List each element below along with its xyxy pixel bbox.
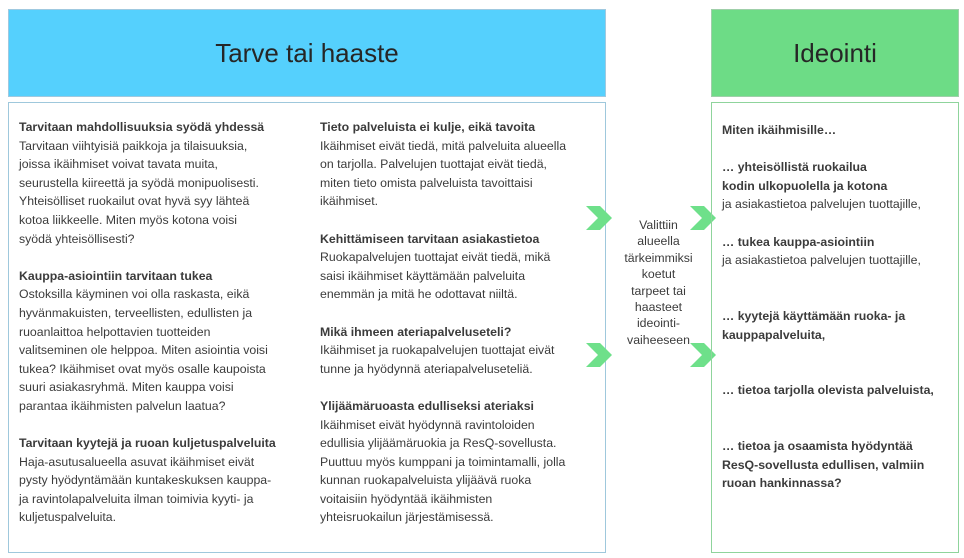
- ideation-item-bold: … tukea kauppa-asiointiin: [722, 234, 875, 249]
- need-line: saisi ikäihmiset käyttämään palveluita: [320, 268, 526, 283]
- selection-note-line: alueella: [637, 234, 680, 249]
- ideation-item: [722, 233, 957, 270]
- header-ideointi: [711, 9, 959, 97]
- need-line: ikäihmiset.: [320, 194, 379, 209]
- ideation-item: [722, 381, 957, 400]
- need-line: Ruokapalvelujen tuottajat eivät tiedä, mikä: [320, 250, 551, 265]
- selection-note-line: ideointi-: [636, 316, 681, 331]
- need-line: suuri asiakasryhmä. Miten kauppa voisi: [19, 380, 234, 395]
- need-section: [320, 323, 600, 379]
- need-title: Tarvitaan kyytejä ja ruoan kuljetuspalveluita: [19, 436, 276, 451]
- need-line: Tarvitaan viihtyisiä paikkoja ja tilaisuuksia,: [19, 138, 248, 153]
- ideation-item-bold: … yhteisöllistä ruokailua: [722, 160, 867, 175]
- ideation-item: [722, 437, 957, 493]
- ideation-panel: [711, 102, 959, 553]
- selection-note-line: vaiheeseen: [627, 332, 690, 347]
- need-line: yhteisruokailun järjestämisessä.: [320, 510, 494, 525]
- selection-note-line: tarpeet tai: [631, 283, 686, 298]
- ideation-item-note: ja asiakastietoa palvelujen tuottajille,: [722, 197, 921, 212]
- need-section: [320, 230, 600, 304]
- need-title: Mikä ihmeen ateriapalveluseteli?: [320, 324, 512, 339]
- need-section: [19, 434, 307, 527]
- ideation-item-bold: kauppapalveluita,: [722, 327, 826, 342]
- ideation-item-bold: … tietoa tarjolla olevista palveluista,: [722, 383, 934, 398]
- ideation-item-bold: … kyytejä käyttämään ruoka- ja: [722, 308, 906, 323]
- need-line: tunne ja hyödynnä ateriapalveluseteliä.: [320, 361, 533, 376]
- need-line: voitaisiin hyödyntää ikäihmisten: [320, 491, 493, 506]
- ideation-item-bold: ruoan hankinnassa?: [722, 476, 842, 491]
- need-line: edullisia ylijäämäruokia ja ResQ-sovellusta.: [320, 436, 557, 451]
- ideation-item-bold: ResQ-sovellusta edullisen, valmiin: [722, 457, 925, 472]
- need-line: Ikäihmiset ja ruokapalvelujen tuottajat eivät: [320, 343, 555, 358]
- need-line: syödä yhteisöllisesti?: [19, 231, 135, 246]
- need-line: Ikäihmiset eivät hyödynnä ravintoloiden: [320, 417, 535, 432]
- need-line: ruoanlaittoa helpottavien tuotteiden: [19, 324, 211, 339]
- header-right-title: Ideointi: [793, 37, 877, 68]
- header-left-title: Tarve tai haaste: [215, 37, 399, 68]
- ideation-item-note: ja asiakastietoa palvelujen tuottajille,: [722, 253, 921, 268]
- need-title: Kauppa-asiointiin tarvitaan tukea: [19, 268, 213, 283]
- need-title: Tieto palveluista ei kulje, eikä tavoita: [320, 120, 536, 134]
- selection-note-line: tärkeimmiksi: [624, 250, 693, 265]
- selection-note-line: koetut: [641, 267, 676, 282]
- need-line: parantaa ikäihmisten palvelun laatua?: [19, 398, 226, 413]
- need-line: hyvänmakuisten, terveellisten, edullisten ja: [19, 305, 253, 320]
- ideation-item-bold: … tietoa ja osaamista hyödyntää: [722, 439, 913, 454]
- need-line: tukea? Ikäihmiset ovat myös osalle kaupoista: [19, 361, 266, 376]
- ideation-item-bold: kodin ulkopuolella ja kotona: [722, 178, 888, 193]
- need-line: Yhteisölliset ruokailut ovat hyvä syy lähteä: [19, 194, 250, 209]
- need-line: kunnan ruokapalveluista ylijäävä ruoka: [320, 473, 532, 488]
- ideation-column: [722, 121, 957, 493]
- need-line: Puuttuu myös kumppani ja toimintamalli, jolla: [320, 454, 566, 469]
- need-line: valitseminen ole helppoa. Miten asiointia voisi: [19, 343, 268, 358]
- needs-column-1: [19, 118, 307, 527]
- need-title: Tarvitaan mahdollisuuksia syödä yhdessä: [19, 120, 265, 134]
- chevron-right-icon: [586, 343, 612, 367]
- chevron-right-icon: [586, 206, 612, 230]
- need-line: pysty hyödyntämään kuntakeskuksen kauppa-: [19, 473, 272, 488]
- needs-panel: [8, 102, 606, 553]
- header-tarve-tai-haaste: [8, 9, 606, 97]
- need-line: Ostoksilla käyminen voi olla raskasta, eikä: [19, 287, 250, 302]
- need-title: Ylijäämäruoasta edulliseksi ateriaksi: [320, 398, 534, 413]
- need-line: enemmän ja mitä he odottavat niiltä.: [320, 287, 518, 302]
- need-line: ja ravintolapalveluita ilman toimivia kyyti- ja: [19, 491, 254, 506]
- need-line: kuljetuspalveluita.: [19, 510, 117, 525]
- need-section: [320, 397, 600, 527]
- need-line: kotoa liikkeelle. Miten myös kotona voisi: [19, 212, 238, 227]
- need-section: [19, 118, 307, 248]
- need-section: [320, 118, 600, 211]
- need-line: joissa ikäihmiset voivat tavata muita,: [19, 157, 218, 172]
- need-section: [19, 267, 307, 416]
- ideation-item: [722, 158, 957, 214]
- ideation-intro: Miten ikäihmisille…: [722, 123, 837, 137]
- need-line: on tarjolla. Palvelujen tuottajat eivät tiedä,: [320, 157, 547, 172]
- need-line: miten tieto omista palveluista tavoittaisi: [320, 175, 533, 190]
- need-title: Kehittämiseen tarvitaan asiakastietoa: [320, 231, 540, 246]
- selection-note-line: Valittiin: [639, 218, 678, 232]
- need-line: seurustella kiireettä ja syödä monipuolisesti.: [19, 175, 259, 190]
- ideation-item: [722, 307, 957, 344]
- needs-column-2: [320, 118, 600, 527]
- selection-note: [612, 217, 705, 348]
- need-line: Ikäihmiset eivät tiedä, mitä palveluita alueella: [320, 138, 567, 153]
- need-line: Haja-asutusalueella asuvat ikäihmiset eivät: [19, 454, 255, 469]
- selection-note-line: haasteet: [634, 300, 683, 315]
